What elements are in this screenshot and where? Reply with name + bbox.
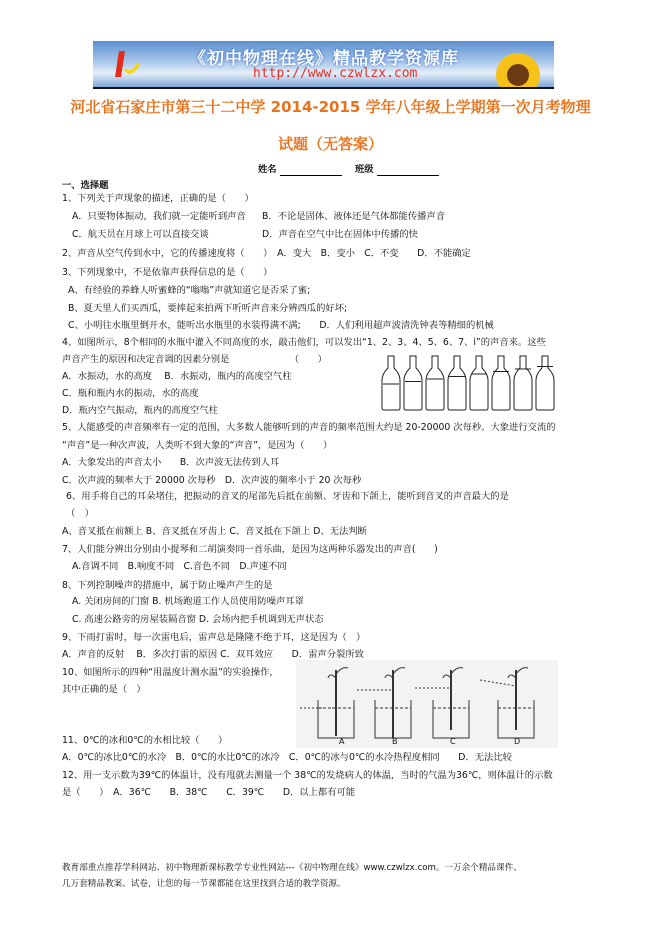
q9: 9、下雨打雷时，每一次雷电后，雷声总是隆隆不绝于耳，这是因为（ ） [62, 632, 366, 643]
q7: 7、人们能分辨出分别由小提琴和二胡演奏同一首乐曲，是因为这两种乐器发出的声音( ) [62, 544, 438, 555]
banner-title: 《初中物理在线》精品教学资源库 [189, 49, 459, 69]
q1-option-a: A．只要物体振动，我们就一定能听到声音 [72, 211, 246, 222]
q3-option-c-d: C、小明往水瓶里倒开水，能听出水瓶里的水装得满不满; D．人们利用超声波清洗钟表等精细的机械 [68, 320, 494, 331]
q5-option-a-b: A．大象发出的声音太小 B．次声波无法传到人耳 [62, 457, 280, 468]
title-line-2: 试题（无答案） [277, 135, 383, 153]
q4-cont: 声音产生的原因和决定音调的因素分别是 （ ） [62, 354, 327, 365]
beaker-icon [357, 668, 411, 738]
q1-option-b: B．不论是固体、液体还是气体都能传播声音 [262, 211, 446, 222]
banner [93, 41, 554, 89]
q5-option-c-d: C．次声波的频率大于 20000 次每秒 D．次声波的频率小于 20 次每秒 [62, 475, 362, 486]
sunflower-icon [483, 51, 553, 89]
beaker-icon [480, 668, 534, 738]
bottle-icon [492, 356, 510, 410]
q3: 3、下列现象中，不是依靠声获得信息的是（ ） [62, 267, 273, 278]
logo-icon [111, 47, 147, 83]
title-line-1: 河北省石家庄市第三十二中学 2014-2015 学年八年级上学期第一次月考物理 [70, 98, 591, 116]
class-field[interactable] [377, 175, 439, 176]
q4-option-a-b: A．水振动，水的高度 B．水振动，瓶内的高度空气柱 [62, 371, 292, 382]
q5: 5、人能感受的声音频率有一定的范围，大多数人能够听到的声音的频率范围大约是 20-20000 次每秒。大象进行交流的 [62, 422, 556, 433]
q4: 4、如图所示，8个相同的水瓶中灌入不同高度的水，敲击他们，可以发出“1、2、3、4、5、6、7、i”的声音来。这些 [62, 337, 546, 348]
q9-options: A．声音的反射 B．多次打雷的原因 C．双耳效应 D．雷声分裂所致 [62, 649, 364, 660]
thermometer-figure [296, 660, 558, 748]
bottle-icon [404, 356, 422, 410]
class-label: 班级 [355, 164, 374, 175]
bottle-icon [448, 356, 466, 410]
bottle-icon [382, 356, 400, 410]
footer-line-1: 教育部重点推荐学科网站、初中物理新课标教学专业性网站---《初中物理在线》www.czwlzx.com。一万余个精品课件、 [62, 863, 522, 873]
bottle-icon [536, 356, 554, 410]
q12-cont: 是（ ） A．36℃ B．38℃ C．39℃ D．以上都有可能 [62, 787, 356, 798]
q11: 11、0℃的冰和0℃的水相比较（ ） [62, 735, 228, 746]
bottle-icon [514, 356, 532, 410]
figure-label-a: A [339, 737, 345, 746]
name-label: 姓名 [258, 164, 277, 175]
q8: 8、下列控制噪声的措施中，属于防止噪声产生的是 [62, 580, 273, 591]
bottles-figure [378, 354, 563, 412]
name-field[interactable] [280, 175, 342, 176]
beaker-icon [300, 668, 354, 738]
figure-label-b: B [392, 737, 398, 746]
beaker-icon [415, 668, 469, 738]
banner-url: http://www.czwlzx.com [253, 66, 418, 81]
q6: 6、用手将自己的耳朵堵住，把振动的音叉的尾部先后抵在前额、牙齿和下颌上，能听到音叉的声音最大的是 [66, 491, 509, 502]
q5-cont: “声音”是一种次声波，人类听不到大象的“声音”，是因为（ ） [62, 440, 333, 451]
q3-option-a: A、有经验的养蜂人听蜜蜂的“嗡嗡”声就知道它是否采了蜜; [68, 285, 311, 296]
q10: 10、如图所示的四种“用温度计测水温”的实验操作， [62, 667, 279, 678]
q7-options: A.音调不同 B.响度不同 C.音色不同 D.声速不同 [72, 561, 287, 572]
q8-option-c-d: C. 高速公路旁的房屋装隔音窗 D. 会场内把手机调到无声状态 [72, 614, 324, 625]
bottle-icon [426, 356, 444, 410]
q1: 1、下列关于声现象的描述，正确的是（ ） [62, 193, 254, 204]
q6-options: A、音叉抵在前额上 B、音叉抵在牙齿上 C、音叉抵在下颌上 D、无法判断 [62, 526, 367, 537]
q10-cont: 其中正确的是（ ） [62, 684, 146, 695]
q4-option-d: D．瓶内空气振动，瓶内的高度空气柱 [62, 405, 218, 416]
figure-label-d: D [514, 737, 521, 746]
q1-option-c: C．航天员在月球上可以直接交谈 [72, 229, 209, 240]
q6-cont: （ ） [66, 508, 94, 519]
q11-options: A．0℃的冰比0℃的水冷 B．0℃的水比0℃的冰冷 C．0℃的冰与0℃的水冷热程度相同 D．无法比较 [62, 752, 512, 763]
q8-option-a-b: A. 关闭房间的门窗 B. 机场跑道工作人员使用防噪声耳罩 [72, 596, 304, 607]
q1-option-d: D．声音在空气中比在固体中传播的快 [262, 229, 418, 240]
q3-option-b: B、夏天里人们买西瓜，要捧起来拍两下听听声音来分辨西瓜的好坏; [68, 303, 348, 314]
bottle-icon [470, 356, 488, 410]
figure-label-c: C [450, 737, 456, 746]
footer-line-2: 几万套精品教案、试卷，让您的每一节课都能在这里找到合适的教学资源。 [62, 879, 346, 889]
q4-option-c: C．瓶和瓶内水的振动，水的高度 [62, 388, 199, 399]
q12: 12、用一支示数为39℃的体温计，没有甩就去测量一个 38℃的发烧病人的体温，当时的气温为36℃，则体温计的示数 [62, 770, 553, 781]
section-heading: 一、选择题 [62, 180, 109, 191]
q2: 2、声音从空气传到水中，它的传播速度将（ ） A．变大 B．变小 C．不变 D．不能确定 [62, 248, 471, 259]
